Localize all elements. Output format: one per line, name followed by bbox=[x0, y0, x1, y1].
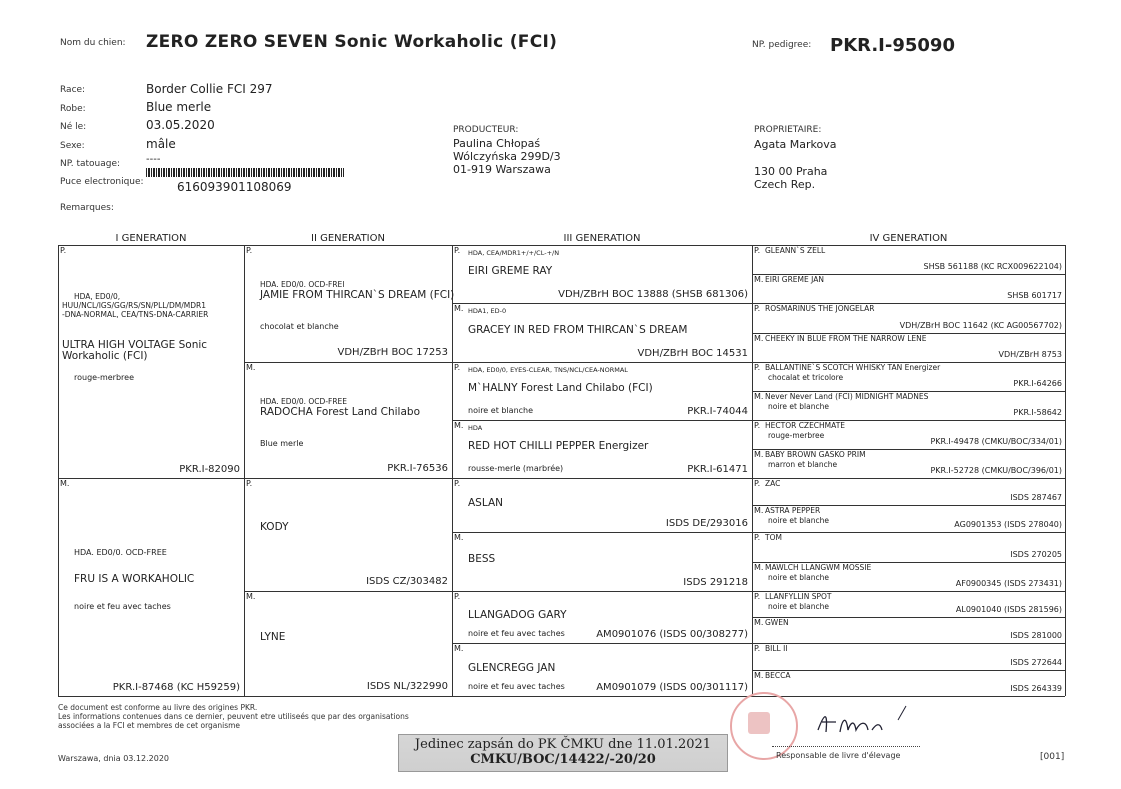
gen1-sire-name-2: Workaholic (FCI) bbox=[62, 350, 148, 362]
gen4-cell bbox=[752, 333, 1065, 362]
gen1-sire-cell bbox=[58, 245, 244, 478]
generation-1-heading: I GENERATION bbox=[115, 233, 187, 244]
gen3-dog-name: LLANGADOG GARY bbox=[468, 609, 567, 621]
gen4-cell bbox=[752, 532, 1065, 562]
gen3-dog-name: EIRI GREME RAY bbox=[468, 265, 553, 277]
parent-marker: M. bbox=[454, 533, 464, 542]
gen3-dog-name: GRACEY IN RED FROM THIRCAN`S DREAM bbox=[468, 324, 688, 336]
registration-stamp bbox=[398, 734, 728, 772]
parent-marker: P. bbox=[754, 363, 761, 372]
gen1-sire-health3: -DNA-NORMAL, CEA/TNS-DNA-CARRIER bbox=[62, 310, 209, 319]
gen4-cell bbox=[752, 245, 1065, 274]
parent-marker: M. bbox=[754, 275, 764, 284]
gen4-dog-name: BALLANTINE`S SCOTCH WHISKY TAN Energizer bbox=[765, 363, 941, 372]
chip-label: Puce electronique: bbox=[60, 177, 144, 187]
gen4-cell bbox=[752, 449, 1065, 478]
parent-marker: P. bbox=[754, 479, 761, 488]
gen4-dog-name: BABY BROWN GASKO PRIM bbox=[765, 450, 866, 459]
parent-marker: P. bbox=[246, 479, 253, 488]
stamp-line-2: CMKU/BOC/14422/-20/20 bbox=[470, 752, 656, 767]
gen2-cell bbox=[244, 362, 452, 478]
gen3-health: HDA, CEA/MDR1+/+/CL-+/N bbox=[468, 249, 560, 257]
parent-marker: P. bbox=[754, 304, 761, 313]
owner-country: Czech Rep. bbox=[754, 178, 816, 191]
gen3-dog-name: M`HALNY Forest Land Chilabo (FCI) bbox=[468, 382, 653, 394]
gen2-reg: PKR.I-76536 bbox=[387, 463, 448, 474]
gen1-sire-health2: HUU/NCL/IGS/GG/RS/SN/PLL/DM/MDR1 bbox=[62, 301, 206, 310]
gen4-dog-name: HECTOR CZECHMATE bbox=[765, 421, 846, 430]
gen4-reg: PKR.I-58642 bbox=[1013, 408, 1062, 417]
parent-marker: M. bbox=[754, 450, 764, 459]
gen4-reg: PKR.I-49478 (CMKU/BOC/334/01) bbox=[930, 437, 1062, 446]
gen3-color: rousse-merle (marbrée) bbox=[468, 464, 564, 473]
gen2-color: chocolat et blanche bbox=[260, 322, 339, 331]
tattoo-label: NP. tatouage: bbox=[60, 159, 121, 169]
gen4-cell bbox=[752, 391, 1065, 420]
chip-barcode bbox=[146, 168, 344, 177]
generation-4-heading: IV GENERATION bbox=[869, 233, 948, 244]
signature-icon bbox=[810, 700, 920, 740]
gen3-cell bbox=[452, 591, 752, 643]
footer-line-3: associées a la FCI et membres de cet organisme bbox=[58, 721, 241, 730]
owner-name: Agata Markova bbox=[754, 138, 837, 151]
parent-marker: P. bbox=[454, 246, 461, 255]
gen4-dog-name: EIRI GREME JAN bbox=[765, 275, 824, 284]
sex-label: Sexe: bbox=[60, 141, 85, 151]
gen4-color: noire et blanche bbox=[768, 602, 829, 611]
parent-marker: M. bbox=[754, 334, 764, 343]
parent-marker: M. bbox=[754, 618, 764, 627]
gen1-dam-color: noire et feu avec taches bbox=[74, 602, 171, 611]
gen4-cell bbox=[752, 420, 1065, 449]
gen3-reg: AM0901076 (ISDS 00/308277) bbox=[596, 629, 748, 640]
gen4-reg: SHSB 561188 (KC RCX009622104) bbox=[923, 262, 1062, 271]
place-date: Warszawa, dnia 03.12.2020 bbox=[58, 754, 170, 763]
gen1-sire-reg: PKR.I-82090 bbox=[179, 464, 240, 475]
gen4-color: noire et blanche bbox=[768, 573, 829, 582]
gen4-cell bbox=[752, 643, 1065, 670]
parent-marker: M. bbox=[454, 304, 464, 313]
parent-marker: P. bbox=[754, 421, 761, 430]
gen4-reg: ISDS 287467 bbox=[1010, 493, 1062, 502]
gen3-cell bbox=[452, 532, 752, 591]
responsible-label: Responsable de livre d'élevage bbox=[776, 751, 901, 760]
gen4-reg: PKR.I-52728 (CMKU/BOC/396/01) bbox=[930, 466, 1062, 475]
gen1-sire-health: HDA, ED0/0, bbox=[74, 292, 121, 301]
generation-3-heading: III GENERATION bbox=[563, 233, 641, 244]
name-label: Nom du chien: bbox=[60, 38, 126, 48]
gen4-cell bbox=[752, 591, 1065, 617]
parent-marker: P. bbox=[754, 533, 761, 542]
gen3-reg: PKR.I-74044 bbox=[687, 406, 748, 417]
gen3-reg: AM0901079 (ISDS 00/301117) bbox=[596, 682, 748, 693]
breeder-label: PRODUCTEUR: bbox=[453, 125, 519, 135]
gen4-dog-name: GLEANN`S ZELL bbox=[765, 246, 826, 255]
robe-label: Robe: bbox=[60, 104, 86, 114]
parent-marker: M. bbox=[754, 392, 764, 401]
gen1-dam-name: FRU IS A WORKAHOLIC bbox=[74, 573, 195, 585]
gen3-color: noire et blanche bbox=[468, 406, 534, 415]
gen2-cell bbox=[244, 245, 455, 362]
gen3-color: noire et feu avec taches bbox=[468, 629, 565, 638]
gen1-dam-health: HDA. ED0/0. OCD-FREE bbox=[74, 548, 167, 557]
stamp-line-1: Jedinec zapsán do PK ČMKU dne 11.01.2021 bbox=[414, 737, 712, 752]
gen2-dog-name: JAMIE FROM THIRCAN`S DREAM (FCI) bbox=[260, 289, 455, 301]
parent-marker: P. bbox=[754, 592, 761, 601]
breeder-city: 01-919 Warszawa bbox=[453, 163, 551, 176]
gen2-reg: VDH/ZBrH BOC 17253 bbox=[337, 347, 448, 358]
gen3-health: HDA, ED0/0, EYES-CLEAR, TNS/NCL/CEA-NORMAL bbox=[468, 366, 628, 374]
parent-marker: M. bbox=[754, 563, 764, 572]
gen3-dog-name: ASLAN bbox=[468, 497, 503, 509]
gen4-dog-name: MAWLCH LLANGWM MOSSIE bbox=[765, 563, 872, 572]
robe-value: Blue merle bbox=[146, 100, 212, 114]
race-value: Border Collie FCI 297 bbox=[146, 82, 273, 96]
gen2-cell bbox=[244, 591, 452, 696]
gen2-color: Blue merle bbox=[260, 439, 304, 448]
gen4-cell bbox=[752, 617, 1065, 643]
gen1-sire-color: rouge-merbree bbox=[74, 373, 135, 382]
pedigree-label: NP. pedigree: bbox=[752, 40, 812, 50]
owner-label: PROPRIETAIRE: bbox=[754, 125, 822, 135]
gen4-reg: AG0901353 (ISDS 278040) bbox=[954, 520, 1062, 529]
tattoo-value: ---- bbox=[146, 154, 161, 165]
seal-emblem-icon bbox=[748, 712, 770, 734]
gen3-cell bbox=[452, 643, 752, 696]
parent-marker: P. bbox=[454, 479, 461, 488]
chip-value: 616093901108069 bbox=[177, 180, 292, 194]
gen4-reg: PKR.I-64266 bbox=[1013, 379, 1062, 388]
born-value: 03.05.2020 bbox=[146, 118, 215, 132]
gen4-dog-name: ZAC bbox=[765, 479, 781, 488]
gen4-reg: AL0901040 (ISDS 281596) bbox=[955, 605, 1062, 614]
pedigree-number: PKR.I-95090 bbox=[830, 35, 955, 56]
gen2-dog-name: RADOCHA Forest Land Chilabo bbox=[260, 406, 420, 418]
footer-line-1: Ce document est conforme au livre des origines PKR. bbox=[58, 703, 258, 712]
parent-marker: M. bbox=[246, 592, 256, 601]
gen4-cell bbox=[752, 362, 1065, 391]
gen4-color: rouge-merbree bbox=[768, 431, 825, 440]
gen3-reg: PKR.I-61471 bbox=[687, 464, 748, 475]
owner-city: 130 00 Praha bbox=[754, 165, 828, 178]
gen4-reg: SHSB 601717 bbox=[1007, 291, 1062, 300]
gen3-reg: VDH/ZBrH BOC 14531 bbox=[637, 348, 748, 359]
gen4-dog-name: BILL II bbox=[765, 644, 788, 653]
gen4-dog-name: TOM bbox=[765, 533, 782, 542]
gen1-dam-cell bbox=[58, 478, 244, 696]
parent-marker: P. bbox=[754, 246, 761, 255]
gen2-reg: ISDS NL/322990 bbox=[366, 681, 448, 692]
gen2-dog-name: KODY bbox=[260, 521, 289, 533]
signature-line bbox=[772, 746, 920, 747]
dog-name: ZERO ZERO SEVEN Sonic Workaholic (FCI) bbox=[146, 32, 558, 52]
gen4-color: noire et blanche bbox=[768, 516, 829, 525]
gen4-dog-name: ROSMARINUS THE JONGELAR bbox=[765, 304, 875, 313]
dam-marker: M. bbox=[60, 479, 70, 488]
generation-2-heading: II GENERATION bbox=[311, 233, 385, 244]
gen4-cell bbox=[752, 562, 1065, 591]
gen3-dog-name: BESS bbox=[468, 553, 496, 565]
gen1-sire-name: ULTRA HIGH VOLTAGE Sonic bbox=[62, 339, 208, 351]
gen2-health: HDA. ED0/0. OCD-FREI bbox=[260, 280, 345, 289]
gen4-dog-name: LLANFYLLIN SPOT bbox=[765, 592, 832, 601]
gen3-color: noire et feu avec taches bbox=[468, 682, 565, 691]
parent-marker: M. bbox=[246, 363, 256, 372]
table-bottom-border bbox=[58, 696, 1065, 697]
gen3-cell bbox=[452, 362, 752, 420]
gen4-color: marron et blanche bbox=[768, 460, 838, 469]
gen4-cell bbox=[752, 670, 1065, 696]
race-label: Race: bbox=[60, 85, 86, 95]
parent-marker: P. bbox=[754, 644, 761, 653]
gen3-reg: ISDS DE/293016 bbox=[665, 518, 748, 529]
gen2-reg: ISDS CZ/303482 bbox=[366, 576, 448, 587]
gen4-cell bbox=[752, 303, 1065, 333]
parent-marker: P. bbox=[454, 592, 461, 601]
gen3-dog-name: GLENCREGG JAN bbox=[468, 662, 556, 674]
gen3-cell bbox=[452, 478, 752, 532]
gen3-dog-name: RED HOT CHILLI PEPPER Energizer bbox=[468, 440, 649, 452]
gen4-reg: ISDS 281000 bbox=[1010, 631, 1062, 640]
gen1-dam-reg: PKR.I-87468 (KC H59259) bbox=[112, 682, 240, 693]
gen4-reg: VDH/ZBrH 8753 bbox=[998, 350, 1062, 359]
gen3-health: HDA bbox=[468, 424, 483, 432]
gen4-dog-name: GWEN bbox=[765, 618, 789, 627]
page-number: [001] bbox=[1040, 752, 1065, 762]
remarks-label: Remarques: bbox=[60, 203, 114, 213]
gen4-dog-name: Never Never Land (FCI) MIDNIGHT MADNES bbox=[765, 392, 929, 401]
gen4-reg: AF0900345 (ISDS 273431) bbox=[955, 579, 1062, 588]
gen3-reg: ISDS 291218 bbox=[683, 577, 748, 588]
gen4-dog-name: ASTRA PEPPER bbox=[765, 506, 821, 515]
gen3-health: HDA1, ED-0 bbox=[468, 307, 507, 315]
gen3-reg: VDH/ZBrH BOC 13888 (SHSB 681306) bbox=[558, 289, 748, 300]
gen4-reg: ISDS 264339 bbox=[1010, 684, 1062, 693]
gen4-cell bbox=[752, 478, 1065, 505]
gen4-reg: VDH/ZBrH BOC 11642 (KC AG00567702) bbox=[899, 321, 1062, 330]
gen4-cell bbox=[752, 274, 1065, 303]
parent-marker: P. bbox=[454, 363, 461, 372]
breeder-street: Wólczyńska 299D/3 bbox=[453, 150, 561, 163]
sex-value: mâle bbox=[146, 137, 176, 151]
gen2-cell bbox=[244, 478, 452, 591]
parent-marker: M. bbox=[454, 421, 464, 430]
parent-marker: M. bbox=[754, 506, 764, 515]
gen4-cell bbox=[752, 505, 1065, 532]
column-border bbox=[1065, 245, 1066, 696]
parent-marker: M. bbox=[754, 671, 764, 680]
gen4-dog-name: CHEEKY IN BLUE FROM THE NARROW LENE bbox=[765, 334, 927, 343]
sire-marker: P. bbox=[60, 246, 67, 255]
gen3-cell bbox=[452, 420, 752, 478]
gen4-color: noire et blanche bbox=[768, 402, 829, 411]
parent-marker: M. bbox=[454, 644, 464, 653]
gen4-color: chocalat et tricolore bbox=[768, 373, 844, 382]
gen4-dog-name: BECCA bbox=[765, 671, 791, 680]
gen2-dog-name: LYNE bbox=[260, 631, 286, 643]
gen3-cell bbox=[452, 245, 752, 303]
footer-line-2: Les informations contenues dans ce dernier, peuvent etre utiliseés que par des organisations bbox=[58, 712, 409, 721]
gen4-reg: ISDS 270205 bbox=[1010, 550, 1062, 559]
gen4-reg: ISDS 272644 bbox=[1010, 658, 1062, 667]
parent-marker: P. bbox=[246, 246, 253, 255]
breeder-name: Paulina Chłopaś bbox=[453, 137, 541, 150]
born-label: Né le: bbox=[60, 122, 87, 132]
gen2-health: HDA. ED0/0. OCD-FREE bbox=[260, 397, 348, 406]
gen3-cell bbox=[452, 303, 752, 362]
